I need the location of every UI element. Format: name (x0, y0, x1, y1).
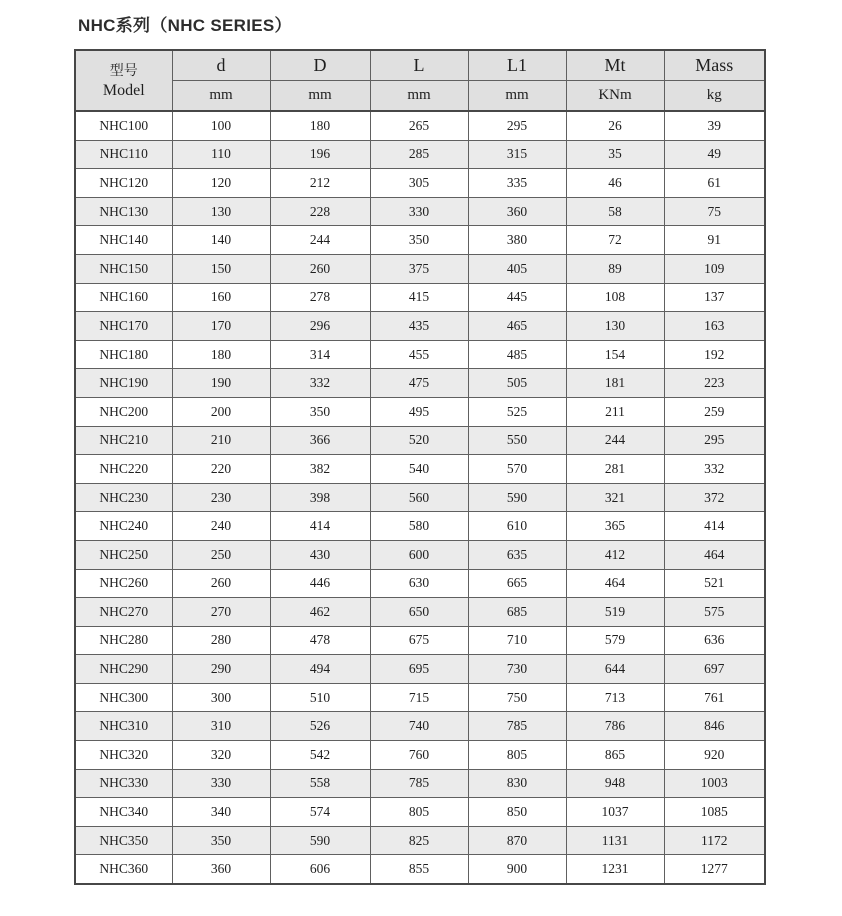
table-row (75, 197, 765, 226)
model-cell: NHC300 (75, 683, 172, 712)
value-cell: 244 (566, 426, 664, 455)
value-cell: 920 (664, 741, 765, 770)
model-cell: NHC350 (75, 826, 172, 855)
value-cell: 570 (468, 455, 566, 484)
value-cell: 360 (468, 197, 566, 226)
value-cell: 1131 (566, 826, 664, 855)
value-cell: 948 (566, 769, 664, 798)
table-row (75, 169, 765, 198)
value-cell: 650 (370, 598, 468, 627)
column-header-D: D (270, 50, 370, 81)
unit-header-L1: mm (468, 81, 566, 112)
table-row (75, 598, 765, 627)
value-cell: 542 (270, 741, 370, 770)
column-header-L: L (370, 50, 468, 81)
value-cell: 494 (270, 655, 370, 684)
value-cell: 1085 (664, 798, 765, 827)
table-row (75, 741, 765, 770)
value-cell: 140 (172, 226, 270, 255)
page-title: NHC系列（NHC SERIES） (78, 16, 292, 35)
value-cell: 414 (270, 512, 370, 541)
value-cell: 89 (566, 254, 664, 283)
value-cell: 278 (270, 283, 370, 312)
table-row (75, 712, 765, 741)
model-cell: NHC240 (75, 512, 172, 541)
value-cell: 265 (370, 111, 468, 140)
value-cell: 1277 (664, 855, 765, 884)
column-header-L1: L1 (468, 50, 566, 81)
value-cell: 750 (468, 683, 566, 712)
value-cell: 558 (270, 769, 370, 798)
value-cell: 579 (566, 626, 664, 655)
value-cell: 635 (468, 540, 566, 569)
header-label-row (75, 50, 765, 81)
value-cell: 244 (270, 226, 370, 255)
column-header-Mt: Mt (566, 50, 664, 81)
table-row (75, 540, 765, 569)
model-cell: NHC140 (75, 226, 172, 255)
unit-header-L: mm (370, 81, 468, 112)
value-cell: 160 (172, 283, 270, 312)
value-cell: 228 (270, 197, 370, 226)
unit-header-D: mm (270, 81, 370, 112)
value-cell: 250 (172, 540, 270, 569)
value-cell: 335 (468, 169, 566, 198)
value-cell: 785 (370, 769, 468, 798)
table-row (75, 655, 765, 684)
value-cell: 519 (566, 598, 664, 627)
model-cell: NHC190 (75, 369, 172, 398)
value-cell: 505 (468, 369, 566, 398)
value-cell: 715 (370, 683, 468, 712)
value-cell: 462 (270, 598, 370, 627)
model-cell: NHC180 (75, 340, 172, 369)
column-header-d: d (172, 50, 270, 81)
model-cell: NHC170 (75, 312, 172, 341)
value-cell: 110 (172, 140, 270, 169)
value-cell: 260 (172, 569, 270, 598)
value-cell: 464 (566, 569, 664, 598)
value-cell: 154 (566, 340, 664, 369)
table-row (75, 111, 765, 140)
table-row (75, 683, 765, 712)
value-cell: 685 (468, 598, 566, 627)
value-cell: 330 (370, 197, 468, 226)
value-cell: 398 (270, 483, 370, 512)
value-cell: 314 (270, 340, 370, 369)
value-cell: 1003 (664, 769, 765, 798)
value-cell: 1231 (566, 855, 664, 884)
value-cell: 1172 (664, 826, 765, 855)
value-cell: 210 (172, 426, 270, 455)
value-cell: 350 (270, 397, 370, 426)
model-cell: NHC270 (75, 598, 172, 627)
value-cell: 540 (370, 455, 468, 484)
table-row (75, 626, 765, 655)
value-cell: 590 (270, 826, 370, 855)
model-header-en: Model (102, 81, 145, 99)
value-cell: 280 (172, 626, 270, 655)
value-cell: 108 (566, 283, 664, 312)
value-cell: 180 (270, 111, 370, 140)
value-cell: 259 (664, 397, 765, 426)
value-cell: 644 (566, 655, 664, 684)
unit-header-Mt: KNm (566, 81, 664, 112)
value-cell: 130 (172, 197, 270, 226)
value-cell: 35 (566, 140, 664, 169)
value-cell: 855 (370, 855, 468, 884)
table-row (75, 426, 765, 455)
table-row (75, 483, 765, 512)
value-cell: 360 (172, 855, 270, 884)
value-cell: 761 (664, 683, 765, 712)
value-cell: 350 (172, 826, 270, 855)
model-header-cell (75, 50, 172, 111)
value-cell: 332 (664, 455, 765, 484)
value-cell: 695 (370, 655, 468, 684)
table-row (75, 826, 765, 855)
table-row (75, 855, 765, 884)
value-cell: 26 (566, 111, 664, 140)
value-cell: 740 (370, 712, 468, 741)
unit-header-d: mm (172, 81, 270, 112)
value-cell: 550 (468, 426, 566, 455)
value-cell: 1037 (566, 798, 664, 827)
value-cell: 281 (566, 455, 664, 484)
value-cell: 382 (270, 455, 370, 484)
value-cell: 710 (468, 626, 566, 655)
model-cell: NHC340 (75, 798, 172, 827)
value-cell: 606 (270, 855, 370, 884)
model-header-cn: 型号 (109, 63, 138, 79)
value-cell: 200 (172, 397, 270, 426)
value-cell: 220 (172, 455, 270, 484)
table-body (75, 111, 765, 884)
value-cell: 575 (664, 598, 765, 627)
value-cell: 137 (664, 283, 765, 312)
value-cell: 212 (270, 169, 370, 198)
value-cell: 72 (566, 226, 664, 255)
model-cell: NHC330 (75, 769, 172, 798)
value-cell: 305 (370, 169, 468, 198)
value-cell: 196 (270, 140, 370, 169)
value-cell: 300 (172, 683, 270, 712)
value-cell: 295 (468, 111, 566, 140)
value-cell: 295 (664, 426, 765, 455)
value-cell: 560 (370, 483, 468, 512)
value-cell: 478 (270, 626, 370, 655)
value-cell: 495 (370, 397, 468, 426)
model-cell: NHC200 (75, 397, 172, 426)
value-cell: 830 (468, 769, 566, 798)
model-cell: NHC260 (75, 569, 172, 598)
value-cell: 435 (370, 312, 468, 341)
value-cell: 510 (270, 683, 370, 712)
value-cell: 75 (664, 197, 765, 226)
model-cell: NHC290 (75, 655, 172, 684)
value-cell: 475 (370, 369, 468, 398)
value-cell: 372 (664, 483, 765, 512)
value-cell: 846 (664, 712, 765, 741)
table-header (75, 50, 765, 111)
value-cell: 785 (468, 712, 566, 741)
value-cell: 760 (370, 741, 468, 770)
value-cell: 365 (566, 512, 664, 541)
value-cell: 91 (664, 226, 765, 255)
table-row (75, 312, 765, 341)
value-cell: 865 (566, 741, 664, 770)
value-cell: 465 (468, 312, 566, 341)
value-cell: 786 (566, 712, 664, 741)
value-cell: 446 (270, 569, 370, 598)
value-cell: 180 (172, 340, 270, 369)
value-cell: 825 (370, 826, 468, 855)
model-cell: NHC360 (75, 855, 172, 884)
value-cell: 610 (468, 512, 566, 541)
value-cell: 574 (270, 798, 370, 827)
value-cell: 675 (370, 626, 468, 655)
model-cell: NHC150 (75, 254, 172, 283)
value-cell: 350 (370, 226, 468, 255)
model-cell: NHC100 (75, 111, 172, 140)
value-cell: 415 (370, 283, 468, 312)
value-cell: 580 (370, 512, 468, 541)
value-cell: 49 (664, 140, 765, 169)
value-cell: 600 (370, 540, 468, 569)
model-cell: NHC130 (75, 197, 172, 226)
value-cell: 270 (172, 598, 270, 627)
value-cell: 100 (172, 111, 270, 140)
value-cell: 697 (664, 655, 765, 684)
value-cell: 310 (172, 712, 270, 741)
value-cell: 181 (566, 369, 664, 398)
unit-header-Mass: kg (664, 81, 765, 112)
model-cell: NHC220 (75, 455, 172, 484)
value-cell: 430 (270, 540, 370, 569)
value-cell: 170 (172, 312, 270, 341)
value-cell: 414 (664, 512, 765, 541)
spec-table (74, 49, 766, 885)
value-cell: 520 (370, 426, 468, 455)
value-cell: 526 (270, 712, 370, 741)
table-row (75, 369, 765, 398)
value-cell: 464 (664, 540, 765, 569)
value-cell: 61 (664, 169, 765, 198)
value-cell: 330 (172, 769, 270, 798)
value-cell: 412 (566, 540, 664, 569)
value-cell: 130 (566, 312, 664, 341)
table-row (75, 455, 765, 484)
model-cell: NHC110 (75, 140, 172, 169)
model-cell: NHC280 (75, 626, 172, 655)
value-cell: 665 (468, 569, 566, 598)
value-cell: 230 (172, 483, 270, 512)
value-cell: 190 (172, 369, 270, 398)
value-cell: 192 (664, 340, 765, 369)
value-cell: 332 (270, 369, 370, 398)
header-unit-row (75, 81, 765, 112)
value-cell: 120 (172, 169, 270, 198)
value-cell: 320 (172, 741, 270, 770)
table-row (75, 512, 765, 541)
value-cell: 366 (270, 426, 370, 455)
value-cell: 713 (566, 683, 664, 712)
value-cell: 850 (468, 798, 566, 827)
value-cell: 315 (468, 140, 566, 169)
value-cell: 900 (468, 855, 566, 884)
model-cell: NHC310 (75, 712, 172, 741)
value-cell: 525 (468, 397, 566, 426)
value-cell: 240 (172, 512, 270, 541)
value-cell: 485 (468, 340, 566, 369)
table-row (75, 340, 765, 369)
value-cell: 163 (664, 312, 765, 341)
value-cell: 296 (270, 312, 370, 341)
value-cell: 636 (664, 626, 765, 655)
value-cell: 730 (468, 655, 566, 684)
table-row (75, 569, 765, 598)
value-cell: 290 (172, 655, 270, 684)
value-cell: 521 (664, 569, 765, 598)
model-cell: NHC230 (75, 483, 172, 512)
table-row (75, 254, 765, 283)
value-cell: 150 (172, 254, 270, 283)
table-row (75, 283, 765, 312)
column-header-Mass: Mass (664, 50, 765, 81)
value-cell: 321 (566, 483, 664, 512)
value-cell: 211 (566, 397, 664, 426)
value-cell: 870 (468, 826, 566, 855)
value-cell: 285 (370, 140, 468, 169)
value-cell: 590 (468, 483, 566, 512)
table-row (75, 798, 765, 827)
value-cell: 455 (370, 340, 468, 369)
table-row (75, 397, 765, 426)
model-cell: NHC250 (75, 540, 172, 569)
table-row (75, 140, 765, 169)
table-row (75, 226, 765, 255)
value-cell: 340 (172, 798, 270, 827)
value-cell: 109 (664, 254, 765, 283)
value-cell: 223 (664, 369, 765, 398)
value-cell: 805 (370, 798, 468, 827)
value-cell: 380 (468, 226, 566, 255)
value-cell: 375 (370, 254, 468, 283)
table-row (75, 769, 765, 798)
value-cell: 805 (468, 741, 566, 770)
model-cell: NHC160 (75, 283, 172, 312)
value-cell: 630 (370, 569, 468, 598)
value-cell: 46 (566, 169, 664, 198)
value-cell: 445 (468, 283, 566, 312)
model-cell: NHC210 (75, 426, 172, 455)
model-cell: NHC120 (75, 169, 172, 198)
value-cell: 39 (664, 111, 765, 140)
value-cell: 260 (270, 254, 370, 283)
value-cell: 405 (468, 254, 566, 283)
model-cell: NHC320 (75, 741, 172, 770)
value-cell: 58 (566, 197, 664, 226)
